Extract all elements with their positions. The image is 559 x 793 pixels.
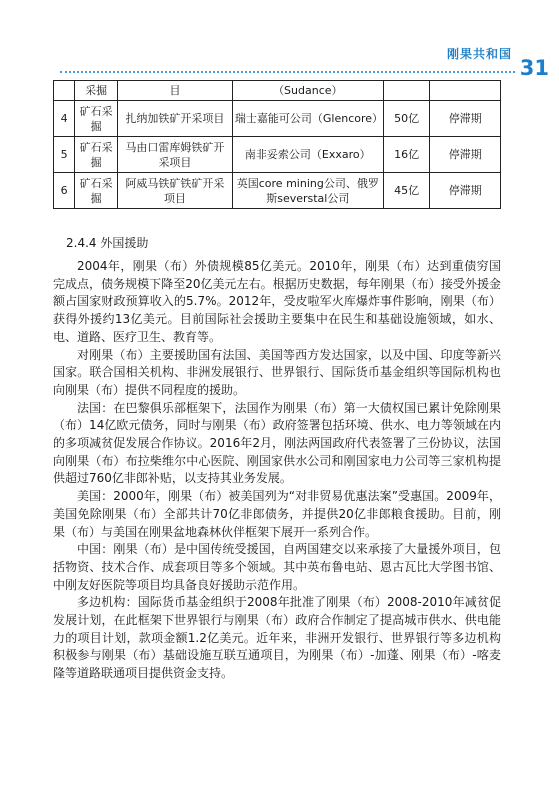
cell-type: 矿石采掘 — [75, 173, 118, 209]
cell-type: 采掘 — [75, 81, 118, 101]
paragraph: 中国：刚果（布）是中国传统受援国，自两国建交以来承接了大量援外项目，包括物资、技术合作、成套项目等多个领域。其中英布鲁电站、恩古瓦比大学图书馆、中刚友好医院等项目均具备良好援助示范作用。 — [53, 542, 501, 592]
cell-num: 5 — [54, 137, 75, 173]
cell-type: 矿石采掘 — [75, 137, 118, 173]
body-text — [53, 258, 501, 683]
cell-type: 矿石采掘 — [75, 101, 118, 137]
cell-status: 停滞期 — [430, 173, 501, 209]
table-row — [54, 81, 501, 101]
paragraph: 法国：在巴黎俱乐部框架下，法国作为刚果（布）第一大债权国已累计免除刚果（布）14亿欧元债务，同时与刚果（布）政府签署包括环境、供水、电力等领域在内的多项减贫促发展合作协议。2016年2月，刚法两国政府代表签署了三份协议，法国向刚果（布）布拉柴维尔中心医院、刚国家供水公司和刚国家电力公司等三家机构提供超过760亿非郎补贴，以支持其业务发展。 — [53, 400, 501, 486]
paragraph: 美国：2000年，刚果（布）被美国列为“对非贸易优惠法案”受惠国。2009年，美国免除刚果（布）全部共计70亿非郎债务，并提供20亿非郎粮食援助。目前，刚果（布）与美国在刚果盆地森林伙伴框架下展开一系列合作。 — [53, 489, 501, 539]
table-row — [54, 173, 501, 209]
page-number: 31 — [519, 56, 549, 80]
paragraph: 对刚果（布）主要援助国有法国、美国等西方发达国家，以及中国、印度等新兴国家。联合国相关机构、非洲发展银行、世界银行、国际货币基金组织等国际机构也向刚果（布）提供不同程度的援助。 — [53, 347, 501, 397]
cell-company: （Sudance） — [232, 81, 383, 101]
table-row — [54, 101, 501, 137]
cell-project: 扎纳加铁矿开采项目 — [118, 101, 233, 137]
cell-status — [430, 81, 501, 101]
cell-company: 南非妥索公司（Exxaro） — [232, 137, 383, 173]
cell-company: 瑞士嘉能可公司（Glencore） — [232, 101, 383, 137]
header-divider — [60, 71, 515, 73]
table-row — [54, 137, 501, 173]
section-heading: 2.4.4 外国援助 — [66, 236, 149, 250]
cell-amount: 50亿 — [383, 101, 430, 137]
cell-num: 6 — [54, 173, 75, 209]
project-table — [53, 80, 501, 209]
paragraph: 多边机构：国际货币基金组织于2008年批准了刚果（布）2008-2010年减贫促发展计划，在此框架下世界银行与刚果（布）政府合作制定了提高城市供水、供电能力的项目计划，款项金额1.2亿美元。近年来，非洲开发银行、世界银行等多边机构积极参与刚果（布）基础设施互联互通项目，为刚果（布）-加蓬、刚果（布）-喀麦隆等道路联通项目提供资金支持。 — [53, 595, 501, 681]
cell-num — [54, 81, 75, 101]
cell-company: 英国core mining公司、俄罗斯severstal公司 — [232, 173, 383, 209]
cell-project: 目 — [118, 81, 233, 101]
header-country-title: 刚果共和国 — [446, 47, 512, 61]
cell-amount: 45亿 — [383, 173, 430, 209]
cell-num: 4 — [54, 101, 75, 137]
cell-amount — [383, 81, 430, 101]
cell-amount: 16亿 — [383, 137, 430, 173]
cell-project: 马由口雷库姆铁矿开采项目 — [118, 137, 233, 173]
paragraph: 2004年，刚果（布）外债规模85亿美元。2010年，刚果（布）达到重债穷国完成点，债务规模下降至20亿美元左右。根据历史数据，每年刚果（布）接受外援金额占国家财政预算收入的5.7%。2012年，受皮啦军火库爆炸事件影响，刚果（布）获得外援约13亿美元。目前国际社会援助主要集中在民生和基础设施领域，如水、电、道路、医疗卫生、教育等。 — [53, 259, 501, 344]
cell-project: 阿威马铁矿铁矿开采项目 — [118, 173, 233, 209]
cell-status: 停滞期 — [430, 137, 501, 173]
cell-status: 停滞期 — [430, 101, 501, 137]
